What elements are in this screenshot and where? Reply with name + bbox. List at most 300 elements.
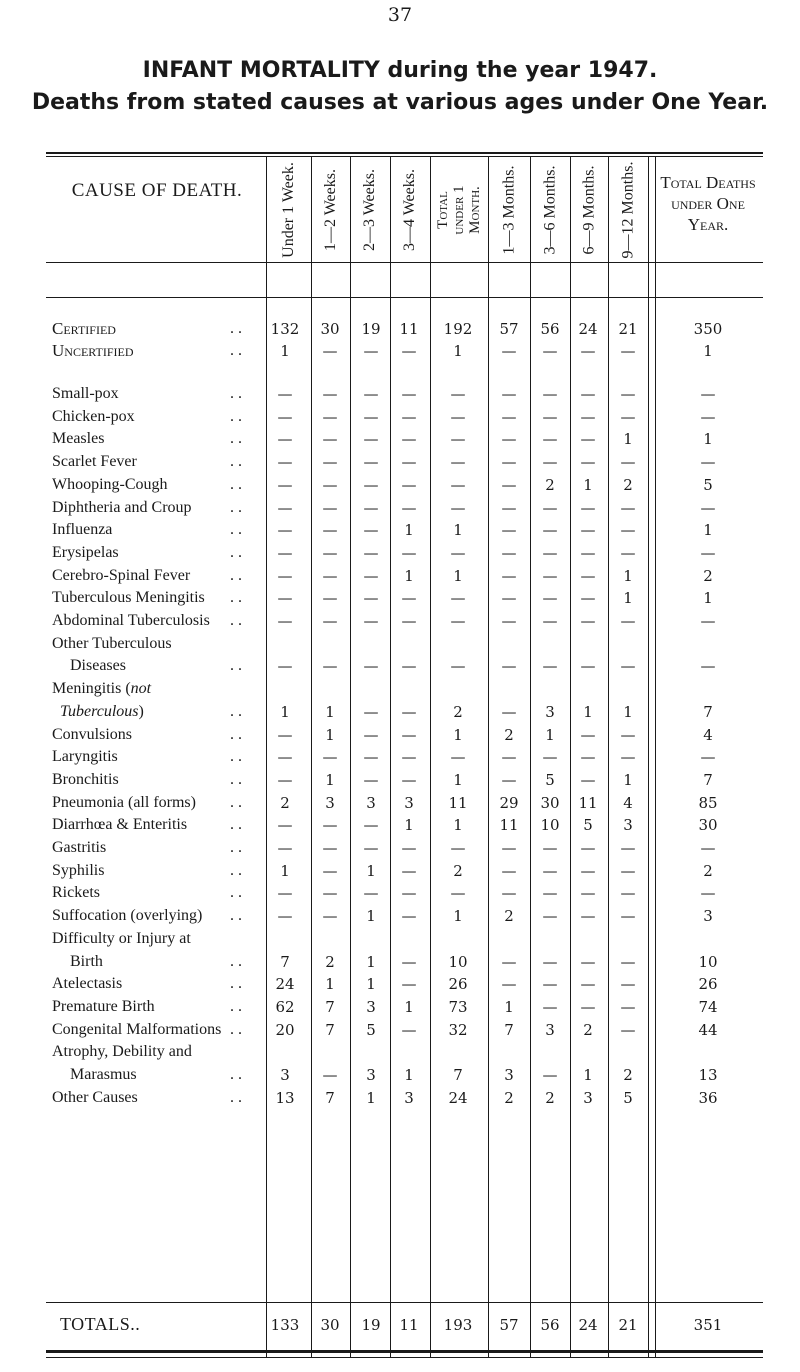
row-cause: Suffocation (overlying) — [52, 907, 203, 924]
table-cell: — — [277, 771, 293, 789]
row-total: — — [700, 748, 716, 766]
table-cell: 24 — [578, 1316, 598, 1334]
table-cell: 21 — [618, 1316, 638, 1334]
table-row — [0, 451, 800, 473]
table-cell: — — [620, 408, 636, 426]
table-cell: — — [501, 342, 517, 360]
row-total: — — [700, 544, 716, 562]
table-cell: — — [401, 907, 417, 925]
table-cell: — — [277, 408, 293, 426]
table-cell: — — [322, 748, 338, 766]
table-cell: — — [542, 385, 558, 403]
row-leader-dots: . . — [230, 794, 242, 811]
table-cell: 13 — [275, 1089, 295, 1107]
table-cell: — — [580, 499, 596, 517]
table-cell: 1 — [623, 589, 633, 607]
table-cell: — — [450, 589, 466, 607]
row-total: — — [700, 453, 716, 471]
table-row — [0, 1314, 800, 1336]
column-header — [488, 162, 530, 258]
table-cell: — — [277, 907, 293, 925]
table-row — [0, 474, 800, 496]
table-cell: — — [450, 499, 466, 517]
table-cell: — — [322, 907, 338, 925]
table-cell: 11 — [399, 320, 419, 338]
table-cell: — — [322, 453, 338, 471]
table-cell: 56 — [540, 320, 560, 338]
table-cell: — — [363, 521, 379, 539]
row-cause: Measles — [52, 430, 105, 447]
table-cell: — — [363, 748, 379, 766]
table-cell: — — [277, 589, 293, 607]
row-leader-dots: . . — [230, 1066, 242, 1083]
table-cell: — — [401, 476, 417, 494]
row-total: 5 — [703, 476, 713, 494]
table-cell: — — [401, 499, 417, 517]
table-cell: — — [620, 1021, 636, 1039]
table-row — [0, 724, 800, 746]
row-total: 1 — [703, 342, 713, 360]
row-cause: Uncertified — [52, 341, 134, 360]
row-cause: Cerebro-Spinal Fever — [52, 567, 191, 584]
table-cell: — — [277, 430, 293, 448]
row-cause: Other Causes — [52, 1089, 138, 1106]
table-cell: — — [277, 499, 293, 517]
table-cell: — — [450, 544, 466, 562]
table-cell: — — [501, 567, 517, 585]
row-total: 30 — [698, 816, 718, 834]
table-cell: — — [363, 816, 379, 834]
row-cause: Marasmus — [70, 1066, 137, 1083]
table-cell: 1 — [366, 862, 376, 880]
table-cell: — — [401, 430, 417, 448]
table-cell: — — [580, 953, 596, 971]
table-row — [0, 951, 800, 973]
table-cell: — — [580, 567, 596, 585]
table-cell: — — [277, 453, 293, 471]
table-cell: — — [363, 703, 379, 721]
table-cell: 5 — [545, 771, 555, 789]
table-cell: — — [542, 521, 558, 539]
table-cell: — — [501, 476, 517, 494]
row-total: — — [700, 408, 716, 426]
row-total: 7 — [703, 703, 713, 721]
table-cell: — — [542, 430, 558, 448]
row-cause: Meningitis (not — [52, 680, 152, 697]
table-cell: 7 — [453, 1066, 463, 1084]
table-cell: 56 — [540, 1316, 560, 1334]
table-cell: 2 — [325, 953, 335, 971]
row-total: — — [700, 839, 716, 857]
table-cell: 24 — [448, 1089, 468, 1107]
table-cell: — — [450, 408, 466, 426]
table-cell: 5 — [366, 1021, 376, 1039]
table-cell: — — [322, 589, 338, 607]
table-row — [0, 928, 800, 950]
table-cell: — — [620, 342, 636, 360]
table-cell: 30 — [540, 794, 560, 812]
table-cell: — — [401, 884, 417, 902]
row-cause: Atrophy, Debility and — [52, 1043, 192, 1060]
row-leader-dots: . . — [230, 453, 242, 470]
table-cell: — — [363, 385, 379, 403]
column-header — [350, 162, 390, 258]
table-cell: — — [363, 476, 379, 494]
table-cell: — — [277, 567, 293, 585]
table-cell: 2 — [280, 794, 290, 812]
row-cause: Tuberculous) — [60, 703, 144, 720]
row-cause: Laryngitis — [52, 748, 118, 765]
table-cell: — — [277, 476, 293, 494]
table-cell: — — [450, 839, 466, 857]
table-cell: — — [542, 657, 558, 675]
table-cell: 1 — [404, 567, 414, 585]
table-cell: 29 — [499, 794, 519, 812]
row-total: — — [700, 499, 716, 517]
table-cell: — — [401, 342, 417, 360]
table-cell: — — [542, 589, 558, 607]
table-cell: 7 — [504, 1021, 514, 1039]
table-cell: 3 — [366, 794, 376, 812]
table-cell: — — [277, 748, 293, 766]
table-cell: — — [580, 342, 596, 360]
row-total: 1 — [703, 521, 713, 539]
table-cell: — — [322, 385, 338, 403]
table-cell: 1 — [325, 975, 335, 993]
table-cell: — — [620, 453, 636, 471]
table-cell: — — [501, 657, 517, 675]
table-cell: 7 — [325, 1089, 335, 1107]
table-cell: 19 — [361, 320, 381, 338]
table-cell: — — [277, 385, 293, 403]
row-cause: Other Tuberculous — [52, 635, 172, 652]
table-cell: — — [620, 975, 636, 993]
page-title: INFANT MORTALITY during the year 1947. — [142, 58, 658, 83]
table-row — [0, 678, 800, 700]
column-header-label: 9—12 Months. — [619, 161, 636, 259]
row-leader-dots: . . — [230, 726, 242, 743]
table-cell: — — [542, 862, 558, 880]
row-total: — — [700, 657, 716, 675]
table-cell: 3 — [504, 1066, 514, 1084]
row-cause: Difficulty or Injury at — [52, 930, 191, 947]
table-cell: — — [322, 342, 338, 360]
table-cell: 1 — [366, 1089, 376, 1107]
row-total: 44 — [698, 1021, 718, 1039]
row-cause: Atelectasis — [52, 975, 123, 992]
table-cell: 3 — [404, 1089, 414, 1107]
table-cell: — — [580, 975, 596, 993]
table-cell: — — [580, 839, 596, 857]
table-cell: 1 — [583, 476, 593, 494]
row-cause: Syphilis — [52, 862, 105, 879]
row-leader-dots: . . — [230, 1089, 242, 1106]
table-cell: 19 — [361, 1316, 381, 1334]
row-leader-dots: . . — [230, 1021, 242, 1038]
table-cell: — — [322, 476, 338, 494]
row-total: 3 — [703, 907, 713, 925]
table-cell: — — [277, 816, 293, 834]
table-row — [0, 542, 800, 564]
table-cell: — — [322, 408, 338, 426]
table-cell: — — [620, 839, 636, 857]
table-cell: — — [580, 430, 596, 448]
table-cell: 2 — [504, 1089, 514, 1107]
table-cell: — — [580, 748, 596, 766]
table-cell: — — [401, 703, 417, 721]
table-cell: — — [401, 726, 417, 744]
table-row — [0, 383, 800, 405]
table-cell: 30 — [320, 1316, 340, 1334]
table-cell: — — [277, 657, 293, 675]
row-cause: Diarrhœa & Enteritis — [52, 816, 188, 833]
table-cell: 20 — [275, 1021, 295, 1039]
table-cell: 1 — [325, 771, 335, 789]
table-cell: 1 — [404, 998, 414, 1016]
column-header — [390, 162, 430, 258]
table-cell: — — [322, 544, 338, 562]
table-cell: 73 — [448, 998, 468, 1016]
table-cell: — — [401, 589, 417, 607]
table-row — [0, 1019, 800, 1041]
row-leader-dots: . . — [230, 703, 242, 720]
row-leader-dots: . . — [230, 839, 242, 856]
table-cell: — — [401, 975, 417, 993]
header-cause: CAUSE OF DEATH. — [71, 180, 243, 201]
table-cell: — — [501, 703, 517, 721]
row-leader-dots: . . — [230, 748, 242, 765]
table-cell: — — [620, 998, 636, 1016]
row-total: 10 — [698, 953, 718, 971]
table-cell: — — [580, 998, 596, 1016]
table-cell: — — [501, 975, 517, 993]
table-cell: — — [580, 612, 596, 630]
table-cell: — — [322, 862, 338, 880]
row-leader-dots: . . — [230, 657, 242, 674]
table-cell: — — [501, 862, 517, 880]
column-header-label: Total under 1 Month. — [435, 185, 483, 235]
table-cell: — — [401, 612, 417, 630]
column-header — [266, 162, 311, 258]
table-cell: — — [277, 839, 293, 857]
table-cell: — — [401, 839, 417, 857]
row-cause: Scarlet Fever — [52, 453, 137, 470]
table-cell: — — [620, 953, 636, 971]
table-cell: — — [542, 408, 558, 426]
table-cell: — — [580, 907, 596, 925]
table-row — [0, 497, 800, 519]
row-cause: Birth — [70, 953, 103, 970]
table-cell: 5 — [583, 816, 593, 834]
table-cell: 2 — [545, 476, 555, 494]
row-cause: Whooping-Cough — [52, 476, 168, 493]
column-header — [530, 162, 570, 258]
row-leader-dots: . . — [230, 430, 242, 447]
table-cell: — — [501, 884, 517, 902]
table-row — [0, 519, 800, 541]
table-cell: — — [501, 839, 517, 857]
table-cell: — — [322, 521, 338, 539]
table-cell: — — [501, 453, 517, 471]
row-cause: Abdominal Tuberculosis — [52, 612, 210, 629]
row-cause: Bronchitis — [52, 771, 119, 788]
table-cell: — — [620, 862, 636, 880]
row-cause: Convulsions — [52, 726, 133, 743]
table-cell: — — [450, 476, 466, 494]
row-total: 1 — [703, 589, 713, 607]
table-cell: — — [401, 453, 417, 471]
table-cell: 1 — [366, 907, 376, 925]
table-cell: — — [542, 839, 558, 857]
table-cell: 1 — [404, 816, 414, 834]
table-cell: — — [542, 953, 558, 971]
table-cell: 10 — [448, 953, 468, 971]
row-leader-dots: . . — [230, 521, 242, 538]
table-cell: 1 — [623, 430, 633, 448]
table-cell: 24 — [578, 320, 598, 338]
table-cell: — — [501, 748, 517, 766]
table-cell: 10 — [540, 816, 560, 834]
table-cell: 7 — [325, 998, 335, 1016]
column-header-label: 3—6 Months. — [541, 165, 558, 255]
table-cell: — — [450, 612, 466, 630]
column-header-label: 2—3 Weeks. — [361, 169, 378, 251]
table-row — [0, 406, 800, 428]
table-row — [0, 837, 800, 859]
table-cell: 193 — [443, 1316, 473, 1334]
column-header-label: 1—3 Months. — [500, 165, 517, 255]
table-cell: — — [322, 839, 338, 857]
row-leader-dots: . . — [230, 975, 242, 992]
row-total: 13 — [698, 1066, 718, 1084]
table-cell: 7 — [325, 1021, 335, 1039]
table-cell: 1 — [325, 703, 335, 721]
table-cell: — — [401, 953, 417, 971]
table-cell: 2 — [453, 703, 463, 721]
row-leader-dots: . . — [230, 408, 242, 425]
table-cell: 1 — [404, 1066, 414, 1084]
table-cell: 5 — [623, 1089, 633, 1107]
table-cell: — — [401, 862, 417, 880]
table-cell: — — [501, 544, 517, 562]
table-cell: — — [501, 385, 517, 403]
row-total: 36 — [698, 1089, 718, 1107]
row-cause: Congenital Malformations — [52, 1021, 222, 1038]
table-cell: — — [401, 657, 417, 675]
table-cell: — — [363, 612, 379, 630]
table-cell: — — [401, 385, 417, 403]
table-cell: 133 — [270, 1316, 300, 1334]
table-cell: 1 — [623, 567, 633, 585]
row-leader-dots: . . — [230, 907, 242, 924]
table-cell: — — [277, 521, 293, 539]
table-row — [0, 655, 800, 677]
table-cell: — — [363, 839, 379, 857]
column-header-label: 6—9 Months. — [580, 165, 597, 255]
table-cell: 1 — [545, 726, 555, 744]
table-cell: — — [542, 1066, 558, 1084]
table-cell: 1 — [453, 907, 463, 925]
table-cell: — — [620, 385, 636, 403]
table-cell: 192 — [443, 320, 473, 338]
table-cell: — — [580, 884, 596, 902]
row-total: 1 — [703, 430, 713, 448]
table-cell: — — [450, 453, 466, 471]
table-cell: 3 — [280, 1066, 290, 1084]
table-cell: — — [620, 726, 636, 744]
table-row — [0, 318, 800, 340]
table-cell: 11 — [399, 1316, 419, 1334]
table-cell: 1 — [453, 816, 463, 834]
table-cell: 1 — [583, 1066, 593, 1084]
row-total: 26 — [698, 975, 718, 993]
table-cell: — — [580, 862, 596, 880]
table-cell: — — [363, 567, 379, 585]
column-header — [430, 162, 488, 258]
table-cell: 3 — [583, 1089, 593, 1107]
row-total: 85 — [698, 794, 718, 812]
table-cell: 1 — [504, 998, 514, 1016]
row-leader-dots: . . — [230, 862, 242, 879]
table-cell: — — [322, 816, 338, 834]
table-cell: 57 — [499, 320, 519, 338]
table-cell: 3 — [623, 816, 633, 834]
table-cell: 30 — [320, 320, 340, 338]
table-cell: 1 — [453, 521, 463, 539]
table-cell: — — [401, 1021, 417, 1039]
table-cell: — — [277, 544, 293, 562]
row-total: — — [700, 612, 716, 630]
row-leader-dots: . . — [230, 771, 242, 788]
table-cell: 1 — [453, 342, 463, 360]
row-cause: Gastritis — [52, 839, 107, 856]
table-row — [0, 428, 800, 450]
table-cell: — — [322, 499, 338, 517]
page-number: 37 — [387, 4, 413, 26]
table-cell: 11 — [499, 816, 519, 834]
table-cell: — — [322, 1066, 338, 1084]
table-cell: 2 — [504, 907, 514, 925]
table-cell: — — [501, 953, 517, 971]
table-cell: — — [322, 657, 338, 675]
row-cause: Influenza — [52, 521, 113, 538]
row-cause: Pneumonia (all forms) — [52, 794, 196, 811]
row-cause: Premature Birth — [52, 998, 155, 1015]
table-cell: — — [580, 408, 596, 426]
table-row — [0, 769, 800, 791]
table-cell: — — [363, 726, 379, 744]
row-cause: Small-pox — [52, 385, 119, 402]
table-cell: — — [620, 907, 636, 925]
table-cell: — — [401, 544, 417, 562]
table-cell: — — [580, 657, 596, 675]
table-cell: — — [542, 453, 558, 471]
table-cell: 1 — [453, 771, 463, 789]
table-row — [0, 792, 800, 814]
table-cell: — — [363, 589, 379, 607]
table-cell: — — [501, 430, 517, 448]
table-cell: 2 — [453, 862, 463, 880]
table-cell: — — [542, 499, 558, 517]
table-cell: 21 — [618, 320, 638, 338]
row-cause: Chicken-pox — [52, 408, 135, 425]
row-total: 74 — [698, 998, 718, 1016]
row-leader-dots: . . — [230, 953, 242, 970]
table-cell: — — [277, 726, 293, 744]
row-leader-dots: . . — [230, 476, 242, 493]
table-cell: 1 — [404, 521, 414, 539]
table-cell: — — [501, 521, 517, 539]
